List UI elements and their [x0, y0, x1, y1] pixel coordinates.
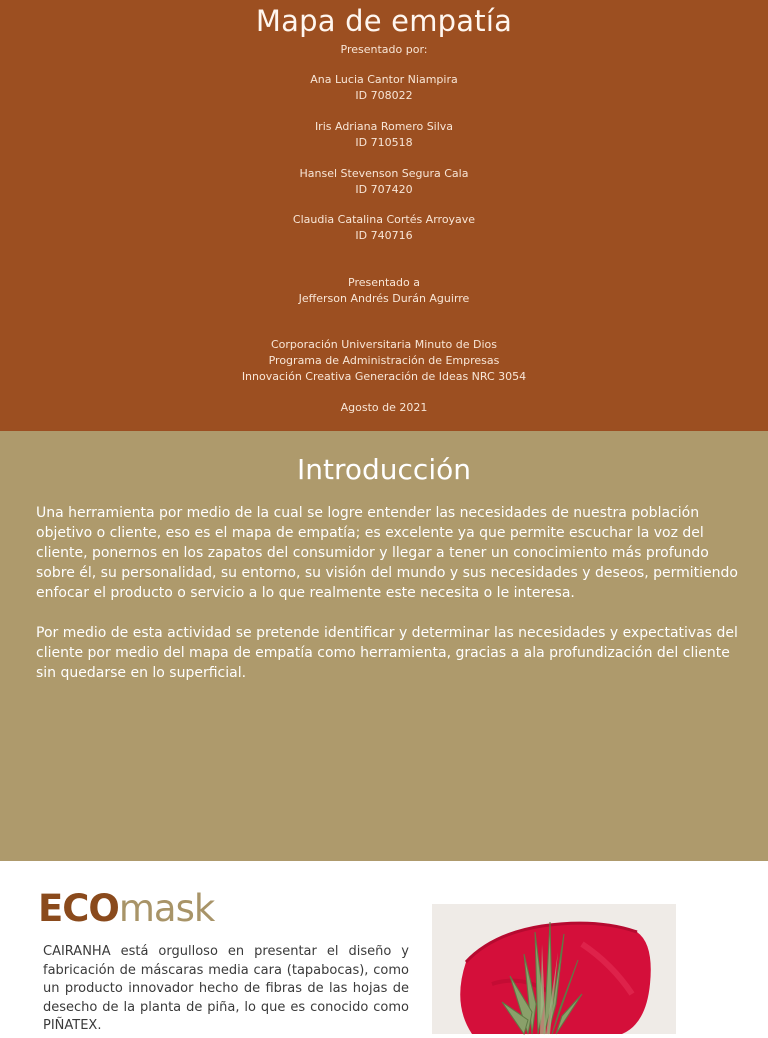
author-name: Hansel Stevenson Segura Cala	[299, 167, 469, 180]
date-text: Agosto de 2021	[340, 401, 428, 414]
cover-section	[0, 0, 768, 431]
teacher-name: Jefferson Andrés Durán Aguirre	[298, 292, 470, 305]
author-id: ID 707420	[355, 183, 413, 196]
course-name: Innovación Creativa Generación de Ideas NRC 3054	[241, 370, 527, 383]
logo-part-eco: ECO	[38, 887, 119, 930]
institution-name: Corporación Universitaria Minuto de Dios	[270, 338, 497, 351]
author-name: Claudia Catalina Cortés Arroyave	[292, 213, 476, 226]
ecomask-logo	[38, 887, 214, 931]
logo-part-mask: mask	[118, 887, 215, 930]
author-name: Ana Lucia Cantor Niampira	[310, 73, 458, 86]
introduction-section	[0, 431, 768, 861]
product-description: CAIRANHA está orgulloso en presentar el diseño y fabricación de máscaras media cara (tapabocas), como un producto innovador hecho de fibras de las hojas de desecho de la planta de piña, lo que es conocido como PIÑATEX.	[43, 944, 409, 1033]
product-section	[0, 861, 768, 1033]
author-id: ID 710518	[355, 136, 413, 149]
program-name: Programa de Administración de Empresas	[268, 354, 500, 367]
pineapple-on-pillow-illustration	[432, 904, 676, 1034]
author-id: ID 740716	[355, 229, 413, 242]
presented-by-label: Presentado por:	[340, 43, 428, 56]
page-title: Mapa de empatía	[255, 4, 513, 38]
author-id: ID 708022	[355, 89, 413, 102]
introduction-paragraph: Por medio de esta actividad se pretende identificar y determinar las necesidades y expectativas del cliente por medio del mapa de empatía como herramienta, gracias a ala profundización del cliente sin quedarse en lo superficial.	[36, 625, 738, 681]
introduction-title: Introducción	[297, 453, 471, 486]
author-name: Iris Adriana Romero Silva	[314, 120, 454, 133]
introduction-paragraph: Una herramienta por medio de la cual se logre entender las necesidades de nuestra población objetivo o cliente, eso es el mapa de empatía; es excelente ya que permite escuchar la voz del cliente, ponernos en los zapatos del consumidor y llegar a tener un conocimiento más profundo sobre él, su personalidad, su entorno, su visión del mundo y sus necesidades y deseos, permitiendo enfocar el producto o servicio a lo que realmente este necesita o le interesa.	[36, 505, 738, 601]
pineapple-photo	[432, 904, 676, 1034]
presented-to-label: Presentado a	[348, 276, 420, 289]
